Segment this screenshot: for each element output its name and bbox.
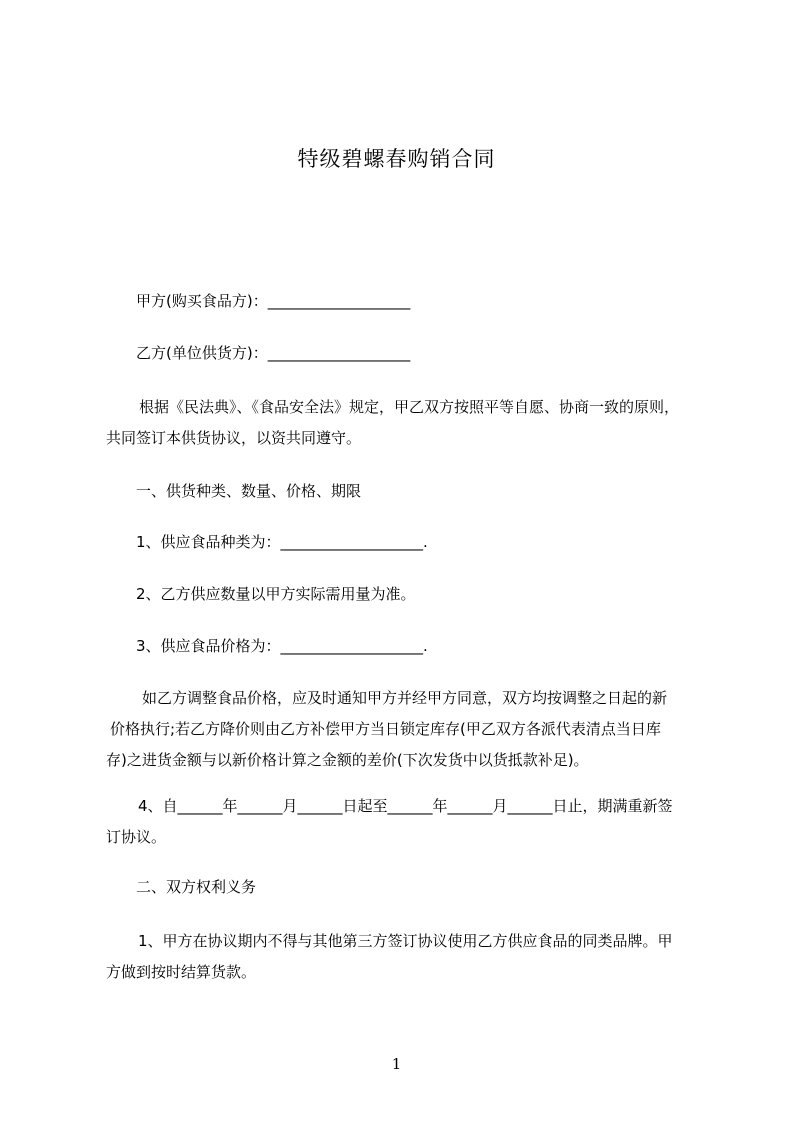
item-1-4-line-1: 4、自______年______月______日起至______年______月______日止，期满重新签	[138, 797, 673, 815]
price-adjust-paragraph	[106, 683, 716, 776]
item-2-1-line-2: 方做到按时结算货款。	[106, 963, 257, 981]
page-number: 1	[391, 1055, 402, 1073]
price-adjust-line-3: 存)之进货金额与以新价格计算之金额的差价(下次发货中以货抵款补足)。	[106, 751, 589, 769]
preamble-line-1: 根据《民法典》、《食品安全法》规定，甲乙双方按照平等自愿、协商一致的原则，	[139, 398, 680, 416]
item-1-3: 3、供应食品价格为：___________________.	[136, 637, 428, 655]
item-1-4-paragraph	[106, 791, 716, 853]
price-adjust-line-1: 如乙方调整食品价格，应及时通知甲方并经甲方同意，双方均按调整之日起的新	[142, 689, 668, 707]
item-2-1-paragraph	[106, 926, 716, 988]
item-1-1: 1、供应食品种类为：___________________.	[136, 533, 428, 551]
preamble-line-2: 共同签订本供货协议，以资共同遵守。	[106, 429, 362, 447]
document-title: 特级碧螺春购销合同	[297, 147, 496, 171]
party-a-line: 甲方(购买食品方)：___________________	[136, 292, 411, 310]
section-2-heading: 二、双方权利义务	[136, 878, 257, 896]
price-adjust-line-2: 价格执行;若乙方降价则由乙方补偿甲方当日锁定库存(甲乙双方各派代表清点当日库	[110, 720, 661, 738]
section-1-heading: 一、供货种类、数量、价格、期限	[136, 482, 362, 500]
item-1-2: 2、乙方供应数量以甲方实际需用量为准。	[136, 585, 416, 603]
item-2-1-line-1: 1、甲方在协议期内不得与其他第三方签订协议使用乙方供应食品的同类品牌。甲	[138, 932, 673, 950]
party-b-line: 乙方(单位供货方)：___________________	[136, 344, 411, 362]
item-1-4-line-2: 订协议。	[106, 828, 167, 846]
preamble-paragraph	[106, 392, 716, 454]
